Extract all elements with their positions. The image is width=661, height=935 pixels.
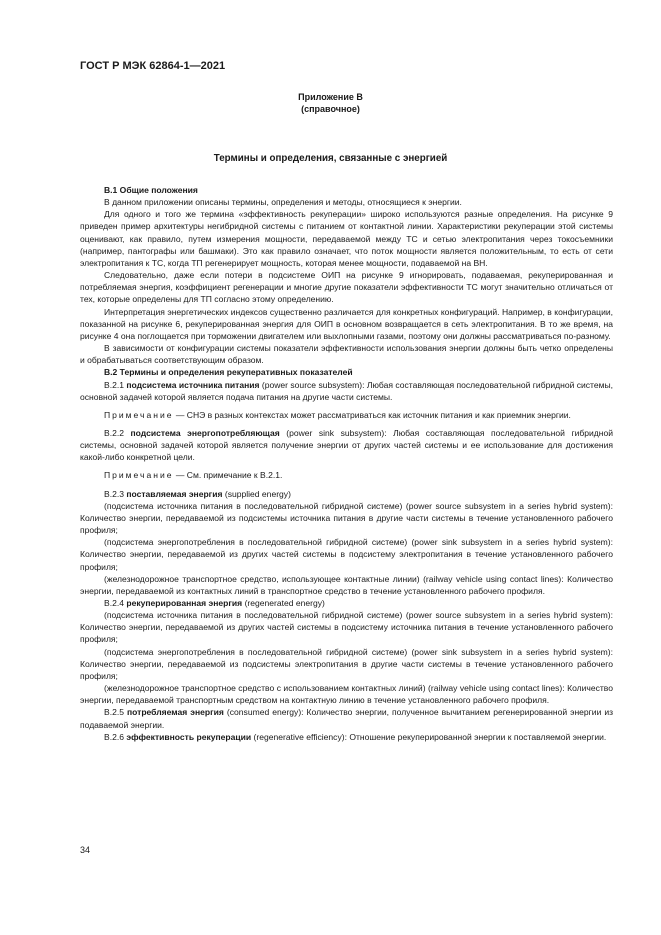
paragraph: В зависимости от конфигурации системы показатели эффективности использования энергии должны быть четко определены и обрабатываться соответствующим образом.: [80, 343, 613, 366]
term-number: В.2.6: [104, 731, 124, 742]
page-number: 34: [80, 845, 91, 855]
note-label: Примечание: [104, 409, 174, 420]
term-number: В.2.1: [104, 379, 124, 390]
section-title: Термины и определения, связанные с энергией: [213, 153, 448, 164]
term-definition: (подсистема источника питания в последовательной гибридной системе) (power source subsystem in a series hybrid system): Количество энергии, передаваемой из других частей системы в подсистему источника питания в течение установленного рабочего профиля;: [80, 610, 613, 645]
note-label: Примечание: [104, 470, 174, 481]
term-b24: [80, 597, 613, 609]
note-text: — СНЭ в разных контекстах может рассматриваться как источник питания и как приемник энергии.: [175, 409, 571, 420]
paragraph: Для одного и того же термина «эффективность рекуперации» широко используются разные определения. На рисунке 9 приведен пример архитектуры негибридной системы с питанием от контактной линии. Характеристики рекуперации этой системы оценивают, как правило, путем измерения мощности, передаваемой между ТС и сетью электропитания через токосъемники (например, пантографы или башмаки). Это как правило означает, что поток мощности является положительным, то есть от сети электропитания к ТС, когда ТП регенерирует мощность, которая менее мощности, подаваемой на ВН.: [80, 209, 613, 268]
term-definition: (подсистема энергопотребления в последовательной гибридной системе) (power sink subsystem in a series hybrid system): Количество энергии, передаваемой из других частей системы в подсистему электропитания в течение установленного рабочего профиля;: [80, 537, 613, 572]
term-name: рекуперированная энергия: [126, 598, 243, 608]
term-b21: [80, 379, 613, 403]
paragraph: Интерпретация энергетических индексов существенно различается для конкретных конфигураций. Например, в конфигурации, показанной на рисунке 6, рекуперированная энергия для ОИП в основном возвращается в сеть электропитания. В то же время, на рисунке 4 она поглощается при торможении двигателем или выхлопными газами, поэтому они должны рассматриваться по-разному.: [80, 306, 613, 341]
term-definition: (consumed energy): Количество энергии, полученное вычитанием регенерированной энергии из подаваемой энергии.: [80, 707, 614, 730]
term-definition: (power source subsystem): Любая составляющая последовательной гибридной системы, основной задачей которой является подача питания на другие части системы.: [80, 379, 614, 402]
note-text: — См. примечание к В.2.1.: [175, 470, 283, 481]
term-number: В.2.2: [104, 427, 124, 438]
appendix-title: Приложение В: [298, 92, 363, 102]
term-b26: [80, 731, 613, 743]
term-b22: [80, 427, 613, 463]
paragraph: В данном приложении описаны термины, определения и методы, относящиеся к энергии.: [104, 197, 462, 208]
heading-b2: В.2 Термины и определения рекуперативных показателей: [104, 367, 353, 378]
term-name: подсистема энергопотребляющая: [130, 427, 280, 438]
term-number: В.2.5: [104, 707, 124, 718]
term-english: (supplied energy): [224, 488, 291, 499]
term-b25: [80, 706, 613, 730]
term-definition: (железнодорожное транспортное средство, использующее контактные линии) (railway vehicle using contact lines): Количество энергии, передаваемой из контактных линий в транспортное средство в течение установленного рабочего профиля.: [80, 573, 613, 596]
term-definition: (железнодорожное транспортное средство с использованием контактных линий) (railway vehicle using contact lines): Количество энергии, передаваемой транспортным средством на контактную линию в течение установленного рабочего профиля.: [80, 683, 613, 706]
term-number: В.2.4: [104, 598, 124, 608]
appendix-subtitle: (справочное): [301, 104, 360, 114]
term-definition: (подсистема источника питания в последовательной гибридной системе) (power source subsystem in a series hybrid system): Количество энергии, передаваемой из подсистемы источника питания в другие части системы в течение установленного рабочего профиля;: [80, 500, 613, 536]
document-body: [80, 184, 613, 743]
standard-number: ГОСТ Р МЭК 62864-1—2021: [80, 60, 226, 72]
heading-b1: В.1 Общие положения: [104, 185, 198, 195]
term-name: эффективность рекуперации: [126, 731, 252, 742]
term-number: В.2.3: [104, 488, 124, 499]
term-english: (regenerated energy): [244, 598, 325, 608]
term-definition: (regenerative efficiency): Отношение рекуперированной энергии к поставляемой энергии.: [253, 731, 607, 742]
term-b23: [80, 488, 613, 500]
term-name: подсистема источника питания: [126, 379, 260, 390]
term-definition: (power sink subsystem): Любая составляющая последовательной гибридной системы, основной задачей которой является получение энергии от других частей системы и ее использование для достижения какой-либо конкретной цели.: [80, 427, 614, 463]
term-definition: (подсистема энергопотребления в последовательной гибридной системе) (power sink subsystem in a series hybrid system): Количество энергии, передаваемой из подсистемы электропитания в другие части системы в течение установленного рабочего профиля;: [80, 646, 613, 681]
paragraph: Следовательно, даже если потери в подсистеме ОИП на рисунке 9 игнорировать, подаваемая, рекуперированная и потребляемая энергия, коэффициент регенерации и многие другие показатели эффективности ТС могут значительно отличаться от тех, которые определены для ТП согласно этому определению.: [80, 270, 613, 305]
term-name: поставляемая энергия: [126, 488, 223, 499]
note-1: [80, 409, 613, 421]
note-2: [80, 469, 613, 481]
term-name: потребляемая энергия: [126, 707, 224, 718]
